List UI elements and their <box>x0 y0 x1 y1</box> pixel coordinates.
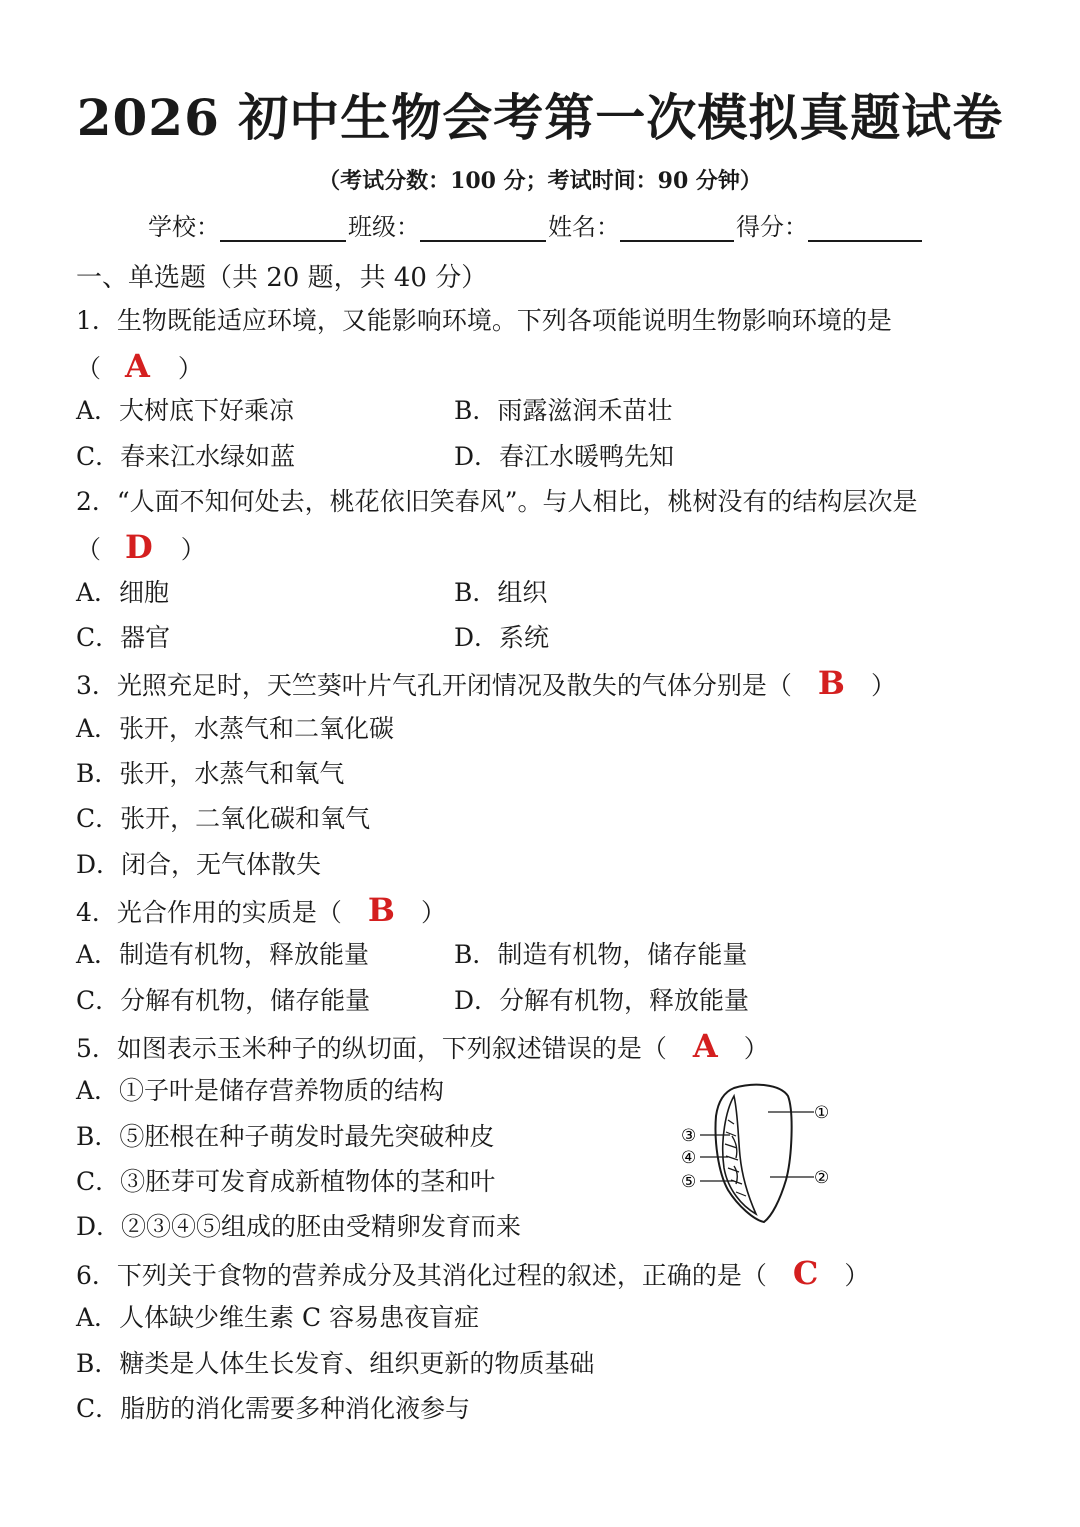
student-info-row <box>148 208 924 242</box>
q2-option-a: A．细胞 <box>76 578 170 607</box>
q3-option-c: C．张开，二氧化碳和氧气 <box>76 804 371 833</box>
label-1: ① <box>814 1103 830 1123</box>
q3-stem: 3．光照充足时，天竺葵叶片气孔开闭情况及散失的气体分别是（ <box>76 671 792 700</box>
school-field[interactable] <box>220 220 346 242</box>
school-label: 学校： <box>148 213 220 241</box>
q1-option-a: A．大树底下好乘凉 <box>76 396 295 425</box>
q3-stem-line <box>76 665 896 701</box>
q2-answer-line <box>76 529 206 565</box>
q1-answer-line <box>76 348 203 384</box>
q4-answer: B <box>367 891 395 929</box>
q3-answer: B <box>817 664 845 702</box>
page-title: 2026 初中生物会考第一次模拟真题试卷 <box>76 88 1004 147</box>
q5-close-paren: ） <box>743 1034 769 1063</box>
q5-option-b: B．⑤胚根在种子萌发时最先突破种皮 <box>76 1122 495 1151</box>
seed-outline <box>716 1085 792 1222</box>
label-5: ⑤ <box>681 1172 697 1192</box>
q4-stem: 4．光合作用的实质是（ <box>76 898 342 927</box>
q2-stem: 2．“人面不知何处去，桃花依旧笑春风”。与人相比，桃树没有的结构层次是 <box>76 487 918 516</box>
q3-option-d: D．闭合，无气体散失 <box>76 850 322 879</box>
q4-close-paren: ） <box>420 898 446 927</box>
q4-option-a: A．制造有机物，释放能量 <box>76 940 370 969</box>
q6-option-b: B．糖类是人体生长发育、组织更新的物质基础 <box>76 1349 595 1378</box>
q4-row-cd <box>76 983 750 1019</box>
score-label: 得分： <box>736 213 808 241</box>
q4-option-b: B．制造有机物，储存能量 <box>454 940 748 969</box>
q1-open-paren: （ <box>76 354 102 383</box>
q1-row-ab <box>76 393 673 429</box>
class-field[interactable] <box>420 220 546 242</box>
q1-close-paren: ） <box>177 354 203 383</box>
q2-answer: D <box>125 528 153 566</box>
q6-option-c: C．脂肪的消化需要多种消化液参与 <box>76 1394 471 1423</box>
corn-seed-diagram <box>676 1080 836 1230</box>
label-2: ② <box>814 1168 830 1188</box>
q2-option-d: D．系统 <box>454 623 550 652</box>
q5-stem: 5．如图表示玉米种子的纵切面，下列叙述错误的是（ <box>76 1034 667 1063</box>
q5-answer: A <box>692 1027 718 1065</box>
q6-answer: C <box>792 1254 819 1292</box>
q1-option-b: B．雨露滋润禾苗壮 <box>454 396 673 425</box>
q2-close-paren: ） <box>180 535 206 564</box>
score-field[interactable] <box>808 220 922 242</box>
q6-close-paren: ） <box>844 1261 870 1290</box>
q5-option-c: C．③胚芽可发育成新植物体的茎和叶 <box>76 1167 496 1196</box>
label-3: ③ <box>681 1126 697 1146</box>
q4-option-d: D．分解有机物，释放能量 <box>454 986 750 1015</box>
embryo-shading <box>725 1120 746 1196</box>
q2-option-b: B．组织 <box>454 578 548 607</box>
q1-answer: A <box>125 347 150 385</box>
name-field[interactable] <box>620 220 734 242</box>
section-heading: 一、单选题（共 20 题，共 40 分） <box>76 263 488 293</box>
class-label: 班级： <box>348 213 420 241</box>
q1-stem: 1．生物既能适应环境，又能影响环境。下列各项能说明生物影响环境的是 <box>76 306 892 335</box>
q1-row-cd <box>76 439 675 475</box>
q6-stem: 6．下列关于食物的营养成分及其消化过程的叙述，正确的是（ <box>76 1261 767 1290</box>
q2-row-ab <box>76 575 548 611</box>
q6-option-a: A．人体缺少维生素 C 容易患夜盲症 <box>76 1303 480 1332</box>
q5-option-d: D．②③④⑤组成的胚由受精卵发育而来 <box>76 1212 522 1241</box>
q1-option-c: C．春来江水绿如蓝 <box>76 442 296 471</box>
q2-open-paren: （ <box>76 535 102 564</box>
q5-option-a: A．①子叶是储存营养物质的结构 <box>76 1076 445 1105</box>
exam-subtitle: （考试分数：100 分；考试时间：90 分钟） <box>318 168 762 194</box>
embryo-outline <box>723 1096 756 1214</box>
name-label: 姓名： <box>548 213 620 241</box>
q3-option-b: B．张开，水蒸气和氧气 <box>76 759 345 788</box>
q5-stem-line <box>76 1028 769 1064</box>
q3-option-a: A．张开，水蒸气和二氧化碳 <box>76 714 395 743</box>
q1-option-d: D．春江水暖鸭先知 <box>454 442 675 471</box>
q6-stem-line <box>76 1255 869 1291</box>
q3-close-paren: ） <box>870 671 896 700</box>
q4-option-c: C．分解有机物，储存能量 <box>76 986 371 1015</box>
q2-option-c: C．器官 <box>76 623 171 652</box>
q4-stem-line <box>76 892 446 928</box>
q2-row-cd <box>76 620 550 656</box>
q4-row-ab <box>76 937 748 973</box>
label-4: ④ <box>681 1148 697 1168</box>
